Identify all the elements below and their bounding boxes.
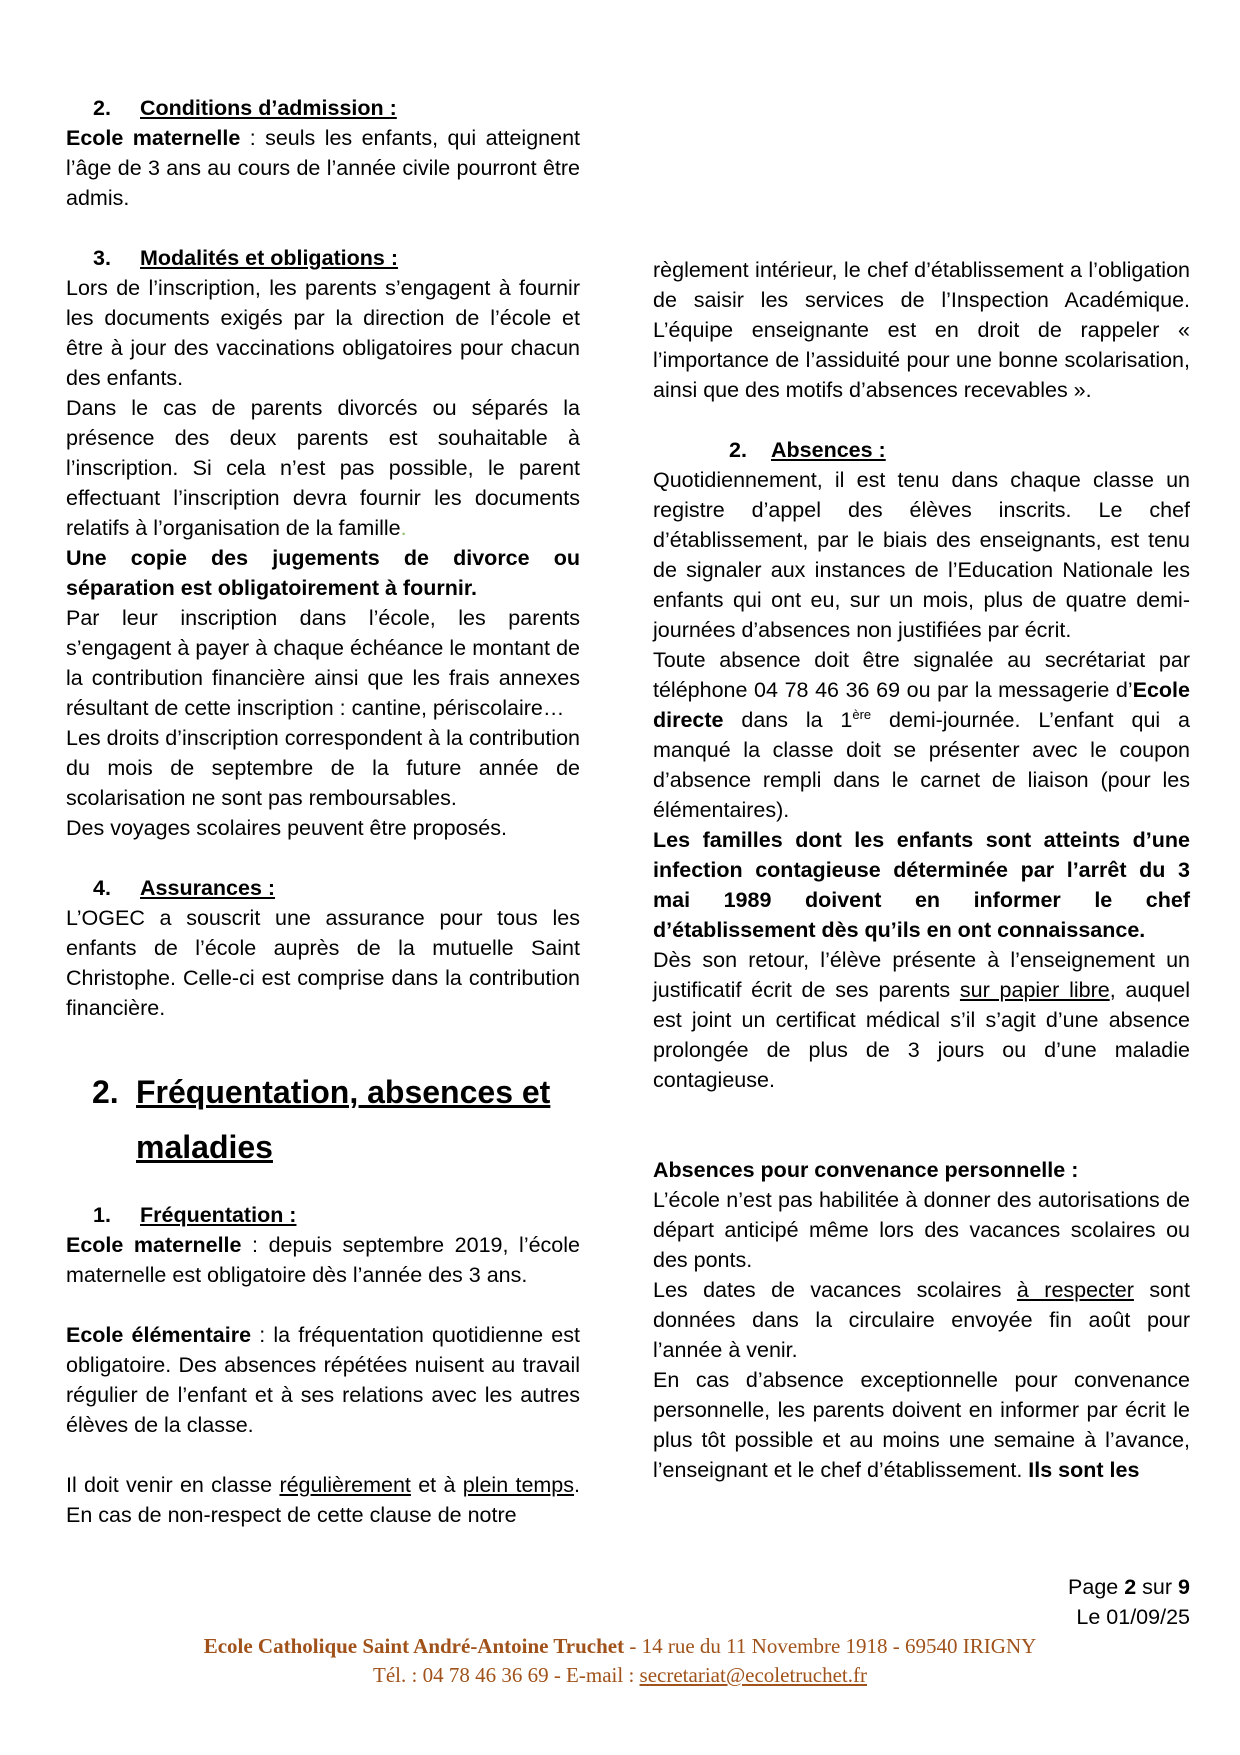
text-run: L’OGEC a souscrit une assurance pour tous les enfants de l’école auprès de la mutuelle Saint Christophe. Celle-ci est comprise dans la contribution financière.	[66, 906, 580, 1020]
text-run: sur	[1136, 1575, 1179, 1599]
text-run: Des voyages scolaires peuvent être proposés.	[66, 816, 507, 840]
text-run: Absences pour convenance personnelle :	[653, 1158, 1079, 1182]
spacer	[653, 1095, 1190, 1155]
text-run: Ecole maternelle	[66, 126, 241, 150]
text-run: 2	[1124, 1575, 1137, 1599]
text-run: Absences :	[771, 438, 886, 462]
paragraph	[890, 1602, 1190, 1632]
paragraph	[653, 945, 1190, 1095]
paragraph	[66, 1230, 580, 1290]
text-run: L’école n’est pas habilitée à donner des autorisations de départ anticipé même lors des vacances scolaires ou des ponts.	[653, 1188, 1190, 1272]
text-run: Le 01/09/25	[1076, 1605, 1190, 1629]
footer	[58, 1632, 1182, 1690]
text-run: maladies	[136, 1129, 273, 1165]
text-run: Les familles dont les enfants sont atteints d’une infection contagieuse déterminée par l’arrêt du 3 mai 1989 doivent en informer le chef d’établissement dès qu’ils en ont connaissance.	[653, 828, 1190, 942]
text-run: : depuis septembre 2019, l’école maternelle est obligatoire dès l’année des 3 ans.	[66, 1233, 580, 1287]
paragraph	[66, 903, 580, 1023]
heading	[653, 435, 1190, 465]
text-run: dans la 1	[723, 708, 853, 732]
text-run: Ecole élémentaire	[66, 1323, 252, 1347]
paragraph	[653, 1155, 1190, 1185]
page-number-block	[890, 1572, 1190, 1632]
spacer	[66, 1023, 580, 1065]
heading-number: 2.	[92, 1074, 119, 1110]
paragraph	[653, 825, 1190, 945]
heading-number: 2.	[729, 438, 747, 462]
paragraph	[653, 1365, 1190, 1485]
text-run: . En cas de non-respect de cette clause de notre	[66, 1473, 581, 1527]
spacer	[66, 1440, 580, 1470]
text-run: Fréquentation :	[140, 1203, 297, 1227]
text-run: Modalités et obligations :	[140, 246, 399, 270]
text-run: En cas d’absence exceptionnelle pour convenance personnelle, les parents doivent en informer par écrit le plus tôt possible et au moins une semaine à l’avance, l’enseignant et le chef d’établissement.	[653, 1368, 1190, 1482]
spacer	[66, 843, 580, 873]
text-run: Dans le cas de parents divorcés ou séparés la présence des deux parents est souhaitable à l’inscription. Si cela n’est pas possible, le parent effectuant l’inscription devra fournir les documents relatifs à l’organisation de la famille	[66, 396, 580, 540]
text-run: : la fréquentation quotidienne est obligatoire. Des absences répétées nuisent au travail régulier de l’enfant et à ses relations avec les autres élèves de la classe.	[66, 1323, 580, 1437]
text-run: demi-journée. L’enfant qui a manqué la classe doit se présenter avec le coupon d’absence rempli dans le carnet de liaison (pour les élémentaires).	[653, 708, 1190, 822]
paragraph	[66, 273, 580, 393]
text-run: Conditions d’admission :	[140, 96, 397, 120]
text-run: Lors de l’inscription, les parents s’engagent à fournir les documents exigés par la direction de l’école et être à jour des vaccinations obligatoires pour chacun des enfants.	[66, 276, 580, 390]
email-link[interactable]: secretariat@ecoletruchet.fr	[639, 1663, 867, 1687]
right-column	[653, 255, 1190, 1485]
heading	[66, 1200, 580, 1230]
heading-number: 4.	[93, 876, 111, 900]
text-run: Par leur inscription dans l’école, les parents s’engagent à payer à chaque échéance le montant de la contribution financière ainsi que les frais annexes résultant de cette inscription : cantine, périscolaire…	[66, 606, 580, 720]
heading	[66, 1065, 580, 1120]
text-run: sur papier libre	[959, 978, 1110, 1002]
paragraph	[66, 543, 580, 603]
text-run: Ecole Catholique Saint André-Antoine Truchet	[203, 1634, 625, 1658]
paragraph	[66, 1320, 580, 1440]
spacer	[66, 1175, 580, 1200]
heading	[66, 873, 580, 903]
heading	[136, 1120, 580, 1175]
heading-number: 2.	[93, 96, 111, 120]
paragraph	[890, 1572, 1190, 1602]
text-run: ère	[852, 706, 872, 722]
heading-number: 3.	[93, 246, 111, 270]
text-run: Ils sont les	[1028, 1458, 1140, 1482]
text-run: Page	[1068, 1575, 1125, 1599]
text-run: à respecter	[1016, 1278, 1134, 1302]
text-run: , auquel est joint un certificat médical s’il s’agit d’une absence prolongée de plus de 3 jours ou d’une maladie contagieuse.	[653, 978, 1190, 1092]
paragraph	[58, 1632, 1182, 1661]
paragraph	[66, 123, 580, 213]
text-run: Les droits d’inscription correspondent à la contribution du mois de septembre de la future année de scolarisation ne sont pas remboursables.	[66, 726, 580, 810]
text-run: Les dates de vacances scolaires	[653, 1278, 1017, 1302]
text-run: Dès son retour, l’élève présente à l’enseignement un justificatif écrit de ses parents	[653, 948, 1190, 1002]
text-run: .	[400, 516, 407, 540]
paragraph	[66, 813, 580, 843]
heading-number: 1.	[93, 1203, 111, 1227]
text-run: - 14 rue du 11 Novembre 1918 - 69540 IRIGNY	[624, 1634, 1037, 1658]
text-run: et à	[410, 1473, 463, 1497]
paragraph	[653, 255, 1190, 405]
text-run: règlement intérieur, le chef d’établissement a l’obligation de saisir les services de l’Inspection Académique. L’équipe enseignante est en droit de rappeler « l’importance de l’assiduité pour une bonne scolarisation, ainsi que des motifs d’absences recevables ».	[653, 258, 1190, 402]
text-run: Ecole maternelle	[66, 1233, 242, 1257]
heading	[66, 243, 580, 273]
paragraph	[66, 1470, 580, 1530]
text-run: régulièrement	[279, 1473, 411, 1497]
paragraph	[653, 1185, 1190, 1275]
left-column	[66, 93, 580, 1530]
text-run: : seuls les enfants, qui atteignent l’âge de 3 ans au cours de l’année civile pourront être admis.	[66, 126, 581, 210]
text-run: Quotidiennement, il est tenu dans chaque classe un registre d’appel des élèves inscrits. Le chef d’établissement, par le biais des enseignants, est tenu de signaler aux instances de l’Education Nationale les enfants qui ont eu, sur un mois, plus de quatre demi-journées d’absences non justifiées par écrit.	[653, 468, 1190, 642]
text-run: Tél. : 04 78 46 36 69 - E-mail :	[373, 1663, 640, 1687]
paragraph	[653, 645, 1190, 825]
paragraph	[653, 465, 1190, 645]
text-run: Ecole directe	[653, 678, 1190, 732]
paragraph	[653, 1275, 1190, 1365]
text-run: Toute absence doit être signalée au secrétariat par téléphone 04 78 46 36 69 ou par la messagerie d’	[653, 648, 1190, 702]
text-run: sont données dans la circulaire envoyée fin août pour l’année à venir.	[653, 1278, 1190, 1362]
text-run: Une copie des jugements de divorce ou séparation est obligatoirement à fournir.	[66, 546, 580, 600]
paragraph	[58, 1661, 1182, 1690]
spacer	[66, 213, 580, 243]
paragraph	[66, 603, 580, 723]
text-run: Fréquentation, absences et	[136, 1074, 551, 1110]
spacer	[66, 1290, 580, 1320]
text-run: Assurances :	[140, 876, 276, 900]
text-run: 9	[1178, 1575, 1190, 1599]
spacer	[653, 405, 1190, 435]
paragraph	[66, 393, 580, 543]
text-run: plein temps	[462, 1473, 575, 1497]
paragraph	[66, 723, 580, 813]
text-run: Il doit venir en classe	[66, 1473, 280, 1497]
heading	[66, 93, 580, 123]
